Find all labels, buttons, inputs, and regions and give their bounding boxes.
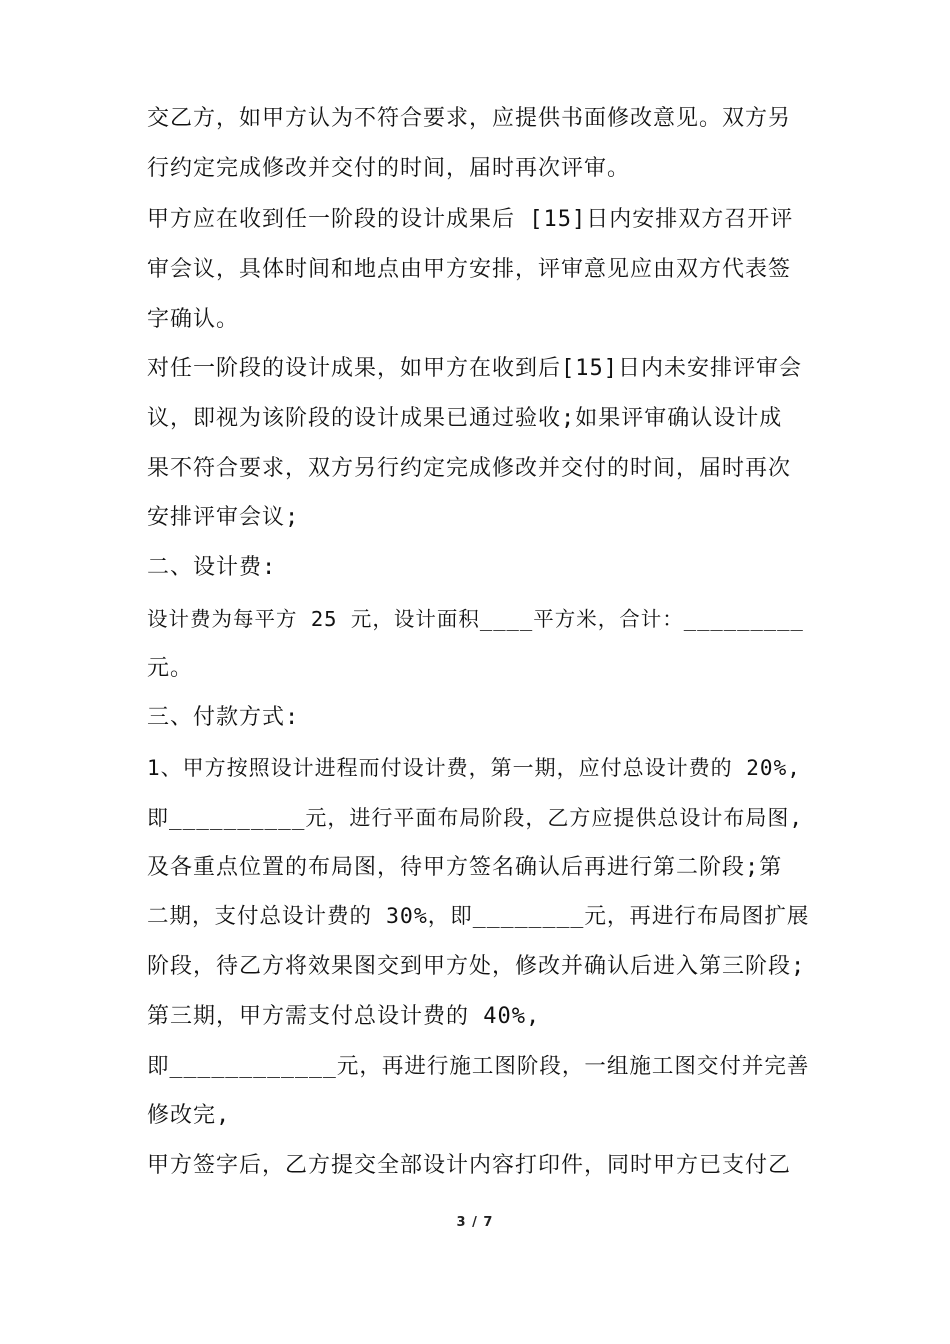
- body-text-line: 第三期，甲方需支付总设计费的 40%,: [147, 1004, 541, 1029]
- body-text-line: 修改完,: [147, 1103, 231, 1128]
- body-text-line: 1、甲方按照设计进程而付设计费，第一期，应付总设计费的 20%,: [147, 756, 801, 780]
- body-text-line: 甲方签字后，乙方提交全部设计内容打印件，同时甲方已支付乙: [147, 1153, 792, 1178]
- section-heading: 二、设计费:: [147, 555, 277, 580]
- body-text-line: 对任一阶段的设计成果，如甲方在收到后[15]日内未安排评审会: [147, 356, 802, 381]
- body-text-line: 阶段，待乙方将效果图交到甲方处，修改并确认后进入第三阶段;: [147, 954, 806, 979]
- body-text-line: 二期，支付总设计费的 30%，即________元，再进行布局图扩展: [147, 904, 810, 929]
- section-heading: 三、付款方式:: [147, 705, 300, 730]
- page-indicator: 3 / 7: [456, 1215, 494, 1230]
- body-text-line: 设计费为每平方 25 元，设计面积____平方米，合计：_________: [147, 607, 804, 631]
- body-text-line: 甲方应在收到任一阶段的设计成果后 [15]日内安排双方召开评: [147, 207, 794, 232]
- body-text-line: 安排评审会议;: [147, 505, 300, 530]
- body-text-line: 行约定完成修改并交付的时间，届时再次评审。: [147, 156, 631, 181]
- body-text-line: 即____________元，再进行施工图阶段，一组施工图交付并完善: [147, 1054, 810, 1079]
- body-text-line: 即__________元，进行平面布局阶段，乙方应提供总设计布局图,: [147, 806, 804, 830]
- body-text-line: 审会议，具体时间和地点由甲方安排，评审意见应由双方代表签: [147, 257, 792, 282]
- body-text-line: 交乙方，如甲方认为不符合要求，应提供书面修改意见。双方另: [147, 106, 792, 131]
- body-text-line: 果不符合要求，双方另行约定完成修改并交付的时间，届时再次: [147, 456, 792, 481]
- body-text-line: 字确认。: [147, 307, 240, 332]
- body-text-line: 议，即视为该阶段的设计成果已通过验收;如果评审确认设计成: [147, 406, 783, 431]
- body-text-line: 及各重点位置的布局图，待甲方签名确认后再进行第二阶段;第: [147, 855, 783, 880]
- body-text-line: 元。: [147, 656, 194, 681]
